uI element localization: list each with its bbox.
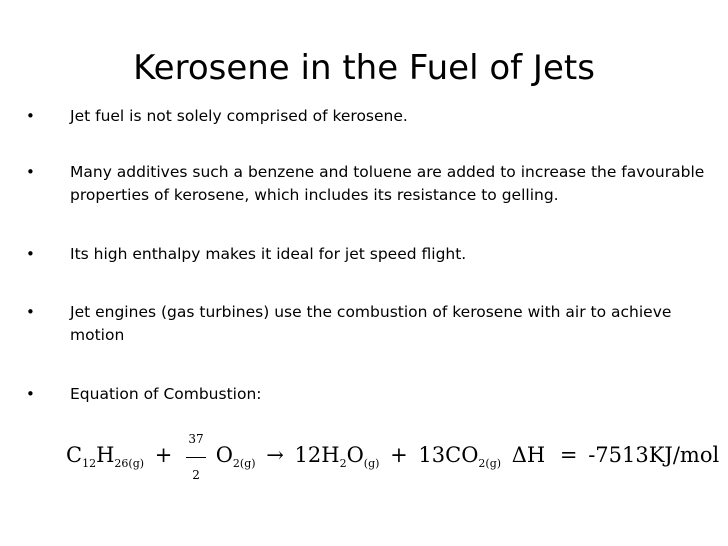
bullet-item-1 bbox=[26, 105, 706, 128]
eq-equals: = bbox=[559, 443, 578, 467]
eq-oxygen-sub: 2(g) bbox=[232, 457, 256, 470]
eq-water-state: (g) bbox=[363, 457, 380, 470]
eq-fraction-denominator: 2 bbox=[192, 467, 200, 482]
combustion-equation bbox=[66, 428, 720, 488]
bullet-dot: • bbox=[26, 303, 35, 321]
bullet-text: Jet fuel is not solely comprised of kerosene. bbox=[70, 107, 408, 125]
eq-hydrogen: H bbox=[96, 443, 115, 467]
bullet-item-2 bbox=[26, 161, 706, 207]
bullet-text: Many additives such a benzene and toluene are added to increase the favourable properties of kerosene, which includes its resistance to gelling. bbox=[70, 163, 705, 204]
bullet-item-5 bbox=[26, 383, 706, 406]
eq-water-o: O bbox=[346, 443, 364, 467]
eq-fraction-bar bbox=[186, 457, 206, 458]
bullet-item-3 bbox=[26, 243, 706, 266]
eq-co2-sub: 2(g) bbox=[478, 457, 502, 470]
eq-hydrogen-sub: 26(g) bbox=[114, 457, 145, 470]
eq-enthalpy-value: -7513KJ/mol bbox=[588, 443, 720, 467]
eq-water-coef: 12H bbox=[294, 443, 340, 467]
eq-water-sub: 2 bbox=[339, 457, 347, 470]
bullet-text: Jet engines (gas turbines) use the combustion of kerosene with air to achieve motion bbox=[70, 303, 672, 344]
bullet-dot: • bbox=[26, 107, 35, 125]
slide-title: Kerosene in the Fuel of Jets bbox=[133, 48, 595, 88]
bullet-item-4 bbox=[26, 301, 706, 347]
bullet-text: Its high enthalpy makes it ideal for jet speed flight. bbox=[70, 245, 467, 263]
eq-oxygen: O bbox=[215, 443, 233, 467]
eq-plus-1: + bbox=[154, 443, 173, 467]
equation-row bbox=[66, 431, 720, 482]
eq-fraction-numerator: 37 bbox=[188, 431, 204, 446]
eq-arrow: → bbox=[266, 443, 284, 467]
eq-carbon: C bbox=[66, 443, 83, 467]
eq-carbon-sub: 12 bbox=[82, 457, 97, 470]
eq-delta-h: ΔH bbox=[511, 443, 546, 467]
bullet-dot: • bbox=[26, 163, 35, 181]
eq-fraction bbox=[185, 431, 207, 482]
bullet-text: Equation of Combustion: bbox=[70, 385, 262, 403]
bullet-dot: • bbox=[26, 385, 35, 403]
eq-plus-2: + bbox=[390, 443, 408, 467]
bullet-dot: • bbox=[26, 245, 35, 263]
eq-co2-coef: 13CO bbox=[418, 443, 479, 467]
